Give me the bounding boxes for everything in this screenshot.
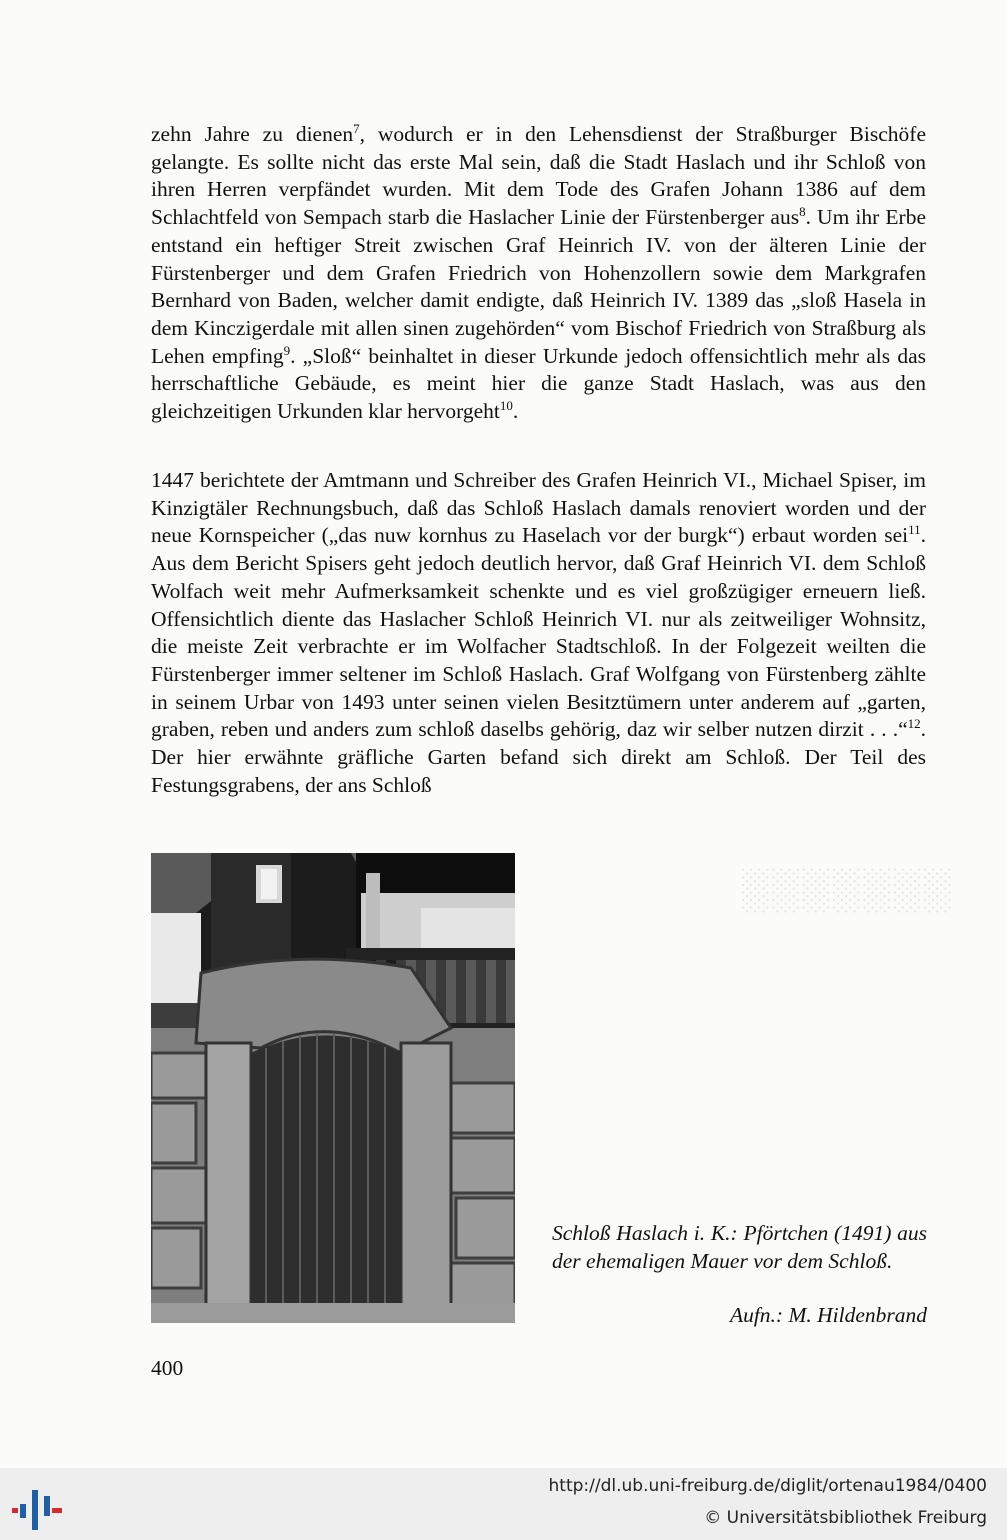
- body-paragraph: 1447 berichtete der Amtmann und Schreiber des Grafen Heinrich VI., Michael Spiser, im Kinzigtäler Rechnungsbuch, daß das Schloß Haslach damals renoviert worden und der neue Kornspeicher („das nuw kornhus zu Haselach vor der burgk“) erbaut worden sei$^{11}$. Aus dem Bericht Spisers geht jedoch deutlich hervor, daß Graf Heinrich VI. dem Schloß Wolfach weit mehr Aufmerksamkeit schenkte und es viel großzügiger erneuern ließ. Offensichtlich diente das Haslacher Schloß Heinrich VI. nur als zeitweiliger Wohnsitz, die meiste Zeit verbrachte er im Wolfacher Stadtschloß. In der Folgezeit weilten die Fürstenberger immer seltener im Schloß Haslach. Graf Wolfgang von Fürstenberg zählte in seinem Urbar von 1493 unter seinen vielen Besitztümern unter anderem auf „garten, graben, reben und anders zum schloß daselbs gehörig, daz wir selber nutzen dirzit . . .“$^{12}$. Der hier erwähnte gräfliche Garten befand sich direkt am Schloß. Der Teil des Festungsgrabens, der ans Schloß: [151, 468, 926, 797]
- footnote-ref: 12: [907, 716, 921, 732]
- photo-caption: Schloß Haslach i. K.: Pförtchen (1491) aus der ehemaligen Mauer vor dem Schloß.: [552, 1221, 927, 1273]
- page-number: 400: [151, 1356, 184, 1380]
- photo-credit: Aufn.: M. Hildenbrand: [729, 1303, 927, 1327]
- footnote-ref: 10: [499, 398, 513, 414]
- gate-photograph: [151, 853, 515, 1323]
- footnote-ref: 9: [283, 342, 291, 358]
- footnote-ref: 8: [799, 204, 806, 220]
- footnote-ref: 7: [353, 121, 360, 136]
- copyright-notice: © Universitätsbibliothek Freiburg: [704, 1508, 987, 1528]
- footnote-ref: 11: [908, 522, 921, 538]
- show-through: ░░░░░░░: [740, 866, 953, 911]
- ub-freiburg-logo-icon: [12, 1476, 64, 1532]
- body-paragraph: zehn Jahre zu dienen$^7$, wodurch er in den Lehensdienst der Straßburger Bischöfe gelangte. Es sollte nicht das erste Mal sein, daß die Stadt Haslach und ihr Schloß von ihren Herren verpfändet wurden. Mit dem Tode des Grafen Johann 1386 auf dem Schlachtfeld von Sempach starb die Haslacher Linie der Fürstenberger aus$^8$. Um ihr Erbe entstand ein heftiger Streit zwischen Graf Heinrich IV. von der älteren Linie der Fürstenberger und dem Grafen Friedrich von Hohenzollern sowie dem Markgrafen Bernhard von Baden, welcher damit endigte, daß Heinrich IV. 1389 das „sloß Hasela in dem Kinczigerdale mit allen sinen zugehörden“ vom Bischof Friedrich von Straßburg als Lehen empfing$^9$. „Sloß“ beinhaltet in dieser Urkunde jedoch offensichtlich mehr als das herrschaftliche Gebäude, es meint hier die ganze Stadt Haslach, was aus den gleichzeitigen Urkunden klar hervorgeht$^{10}$.: [151, 121, 926, 424]
- permalink-link[interactable]: http://dl.ub.uni-freiburg.de/diglit/ortenau1984/0400: [548, 1476, 987, 1496]
- library-footer: [0, 1468, 1007, 1540]
